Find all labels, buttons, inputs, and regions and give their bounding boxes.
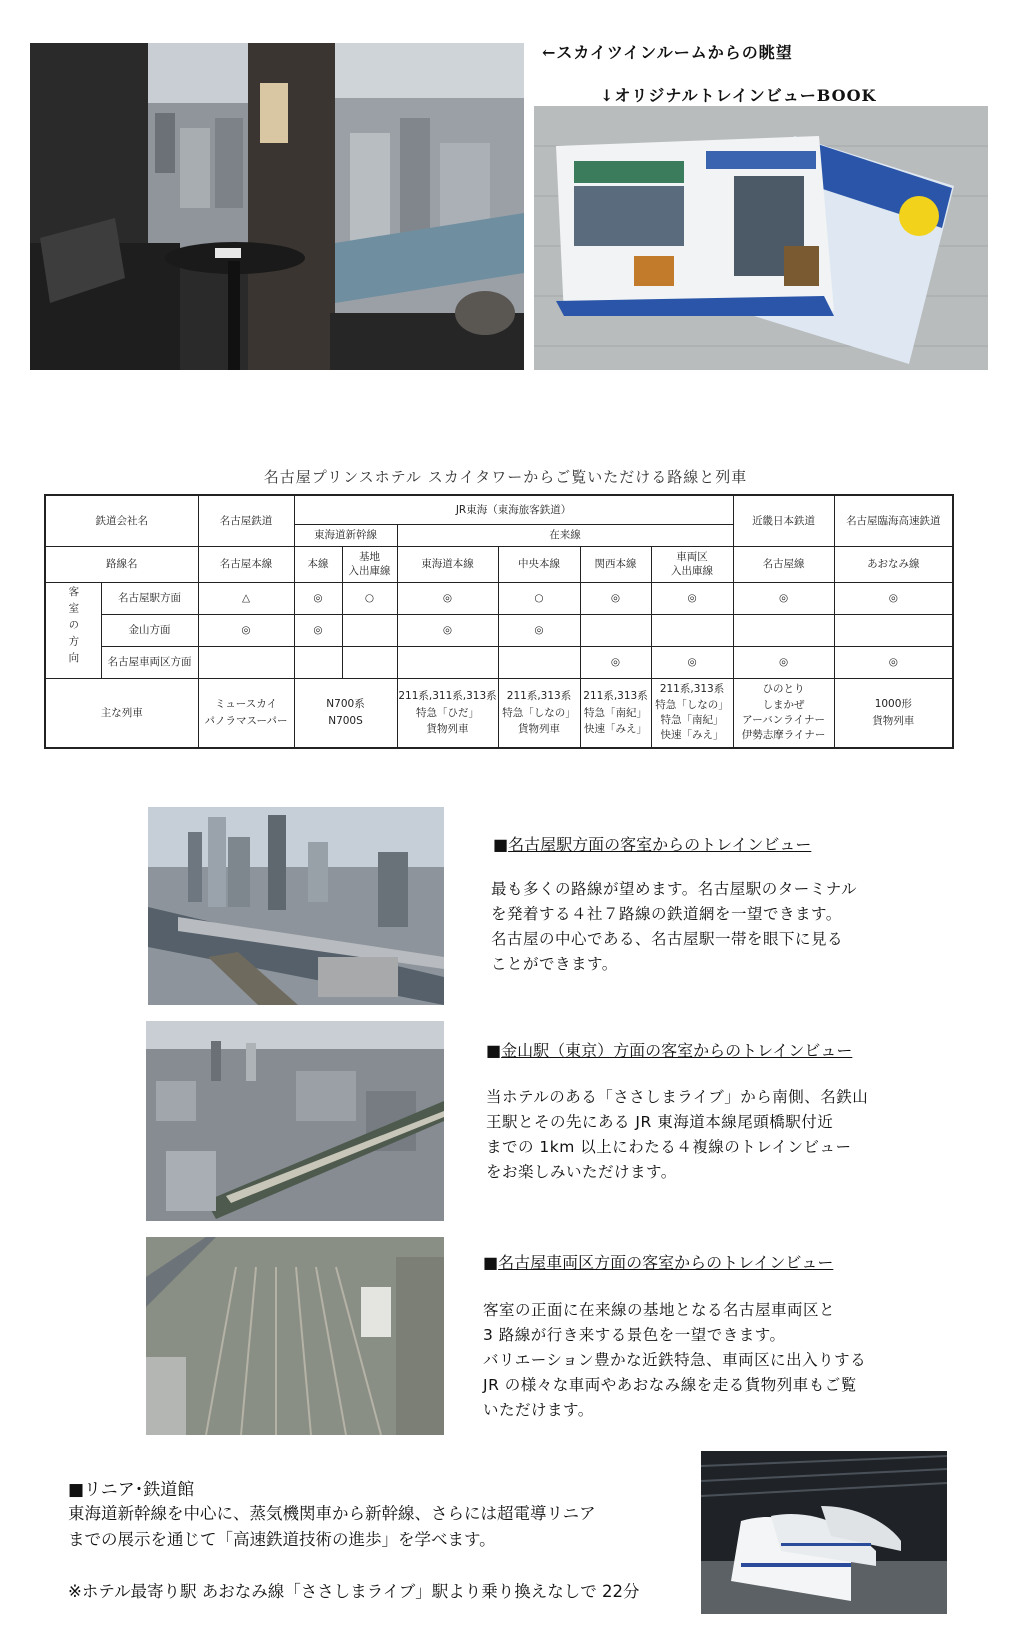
- train-name: 貨物列車: [426, 722, 469, 735]
- mark: ◎: [580, 582, 651, 614]
- line-name: [651, 546, 733, 582]
- company-aonami: 名古屋臨海高速鉄道: [834, 495, 953, 546]
- train-name: 211系,313系: [506, 690, 572, 703]
- company-meitetsu: 名古屋鉄道: [198, 495, 294, 546]
- direction-row-label: 名古屋車両区方面: [101, 646, 198, 678]
- mark: [342, 614, 397, 646]
- section2-heading-prefix: ■: [486, 1041, 502, 1060]
- train-name: しまかぜ: [762, 698, 805, 711]
- section1-line: を発着する４社７路線の鉄道網を一望できます。: [491, 905, 842, 923]
- train-name: 貨物列車: [872, 714, 915, 727]
- train-name: 211系,311系,313系: [398, 690, 497, 703]
- section2-heading: [486, 1038, 852, 1061]
- mark: ◎: [580, 646, 651, 678]
- train-name: 特急「しなの」: [655, 698, 729, 711]
- section3-heading-prefix: ■: [483, 1253, 499, 1272]
- mark: ◎: [294, 614, 342, 646]
- mark: [294, 646, 342, 678]
- company-jr-central: JR東海（東海旅客鉄道）: [294, 495, 733, 524]
- line-header: 路線名: [45, 546, 198, 582]
- mark: [834, 614, 953, 646]
- museum-body: [68, 1501, 596, 1553]
- section3-line: バリエーション豊かな近鉄特急、車両区に出入りする: [483, 1351, 867, 1369]
- section3-line: いただけます。: [483, 1401, 594, 1419]
- section1-heading: [493, 832, 811, 855]
- mark: ◎: [397, 582, 498, 614]
- mark: [342, 646, 397, 678]
- mark: ◎: [198, 614, 294, 646]
- train-view-book-photo: [534, 106, 988, 370]
- company-header: 鉄道会社名: [45, 495, 198, 546]
- section3-line: JR の様々な車両やあおなみ線を走る貨物列車もご覧: [483, 1376, 857, 1394]
- mark: ◎: [834, 646, 953, 678]
- train-name: 特急「しなの」: [502, 706, 576, 719]
- mark: ◎: [294, 582, 342, 614]
- mark: ○: [498, 582, 580, 614]
- line-name-part: 基地: [359, 550, 380, 563]
- museum-heading: ■リニア･鉄道館: [68, 1480, 195, 1500]
- line-name-part: 車両区: [676, 550, 708, 563]
- train-name: アーバンライナー: [742, 713, 825, 726]
- train-name: 特急「南紀」: [584, 706, 647, 719]
- trains-cell: [651, 678, 733, 748]
- line-name: [342, 546, 397, 582]
- subgroup-shinkansen: 東海道新幹線: [294, 524, 397, 546]
- mark: ◎: [651, 582, 733, 614]
- museum-access: ※ホテル最寄り駅 あおなみ線「ささしまライブ」駅より乗り換えなしで 22分: [68, 1582, 640, 1601]
- train-name: ひのとり: [762, 683, 805, 696]
- mark: △: [198, 582, 294, 614]
- book-caption: ↓オリジナルトレインビューBOOK: [600, 86, 877, 105]
- section2-line: までの 1km 以上にわたる４複線のトレインビュー: [486, 1138, 852, 1156]
- mark: [733, 614, 834, 646]
- depot-view-photo: [146, 1237, 444, 1435]
- mark: ○: [342, 582, 397, 614]
- room-view-caption: ←スカイツインルームからの眺望: [542, 43, 793, 62]
- nagoya-station-view-photo: [148, 807, 444, 1005]
- direction-header: [45, 582, 101, 678]
- mark: ◎: [834, 582, 953, 614]
- train-name: 快速「みえ」: [660, 728, 724, 741]
- direction-row-label: 名古屋駅方面: [101, 582, 198, 614]
- section2-line: をお楽しみいただけます。: [486, 1163, 677, 1181]
- section1-line: 名古屋の中心である、名古屋駅一帯を眼下に見る: [491, 930, 844, 948]
- line-name: 東海道本線: [397, 546, 498, 582]
- mark: ◎: [397, 614, 498, 646]
- section1-line: 最も多くの路線が望めます。名古屋駅のターミナル: [491, 880, 857, 898]
- mark: [580, 614, 651, 646]
- train-name: ミュースカイ: [215, 698, 277, 711]
- train-name: 211系,313系: [583, 690, 648, 703]
- mark: ◎: [498, 614, 580, 646]
- mark: [198, 646, 294, 678]
- trains-cell: [834, 678, 953, 748]
- section1-heading-text: 名古屋駅方面の客室からのトレインビュー: [508, 835, 812, 854]
- section3-heading: [483, 1250, 833, 1273]
- train-name: 特急「ひだ」: [416, 706, 479, 719]
- trains-cell: [198, 678, 294, 748]
- train-name: パノラマスーパー: [204, 714, 288, 727]
- direction-row-label: 金山方面: [101, 614, 198, 646]
- line-name-part: 入出庫線: [671, 565, 714, 577]
- train-name: 貨物列車: [518, 722, 560, 735]
- kanayama-view-photo: [146, 1021, 444, 1221]
- trains-cell: [397, 678, 498, 748]
- mark: ◎: [733, 582, 834, 614]
- line-name: 本線: [294, 546, 342, 582]
- mark: [651, 614, 733, 646]
- section1-body: [491, 877, 857, 977]
- train-name: N700S: [328, 714, 363, 727]
- section1-line: ことができます。: [491, 955, 618, 973]
- section3-body: [483, 1298, 866, 1423]
- room-view-photo: [30, 43, 524, 370]
- section3-line: 客室の正面に在来線の基地となる名古屋車両区と: [483, 1301, 836, 1319]
- train-name: 快速「みえ」: [584, 722, 647, 735]
- section1-heading-prefix: ■: [493, 835, 509, 854]
- trains-cell: [498, 678, 580, 748]
- section2-body: [486, 1085, 868, 1185]
- section3-heading-text: 名古屋車両区方面の客室からのトレインビュー: [498, 1253, 834, 1272]
- subgroup-conventional: 在来線: [397, 524, 733, 546]
- section3-line: 3 路線が行き来する景色を一望できます。: [483, 1326, 786, 1344]
- trains-cell: [294, 678, 397, 748]
- line-name: 名古屋本線: [198, 546, 294, 582]
- train-name: N700系: [326, 698, 365, 711]
- train-name: 1000形: [874, 698, 912, 711]
- mark: ◎: [733, 646, 834, 678]
- railway-museum-photo: [701, 1451, 947, 1614]
- route-table-title: 名古屋プリンスホテル スカイタワーからご覧いただける路線と列車: [263, 468, 748, 486]
- mark: ◎: [651, 646, 733, 678]
- train-name: 伊勢志摩ライナー: [741, 728, 826, 741]
- direction-header-text: 客室の方向: [67, 586, 80, 669]
- section2-heading-text: 金山駅（東京）方面の客室からのトレインビュー: [501, 1041, 853, 1060]
- route-table: [44, 494, 954, 749]
- section2-line: 当ホテルのある「ささしまライブ」から南側、名鉄山: [486, 1088, 869, 1106]
- line-name: 中央本線: [498, 546, 580, 582]
- line-name: 名古屋線: [733, 546, 834, 582]
- museum-line: までの展示を通じて「高速鉄道技術の進歩」を学べます。: [68, 1530, 496, 1549]
- train-name: 特急「南紀」: [660, 713, 724, 726]
- mark: [498, 646, 580, 678]
- train-name: 211系,313系: [659, 683, 725, 696]
- line-name-part: 入出庫線: [348, 565, 391, 577]
- museum-line: 東海道新幹線を中心に、蒸気機関車から新幹線、さらには超電導リニア: [68, 1504, 596, 1523]
- trains-cell: [733, 678, 834, 748]
- company-kintetsu: 近畿日本鉄道: [733, 495, 834, 546]
- line-name: あおなみ線: [834, 546, 953, 582]
- section2-line: 王駅とその先にある JR 東海道本線尾頭橋駅付近: [486, 1113, 834, 1131]
- mark: [397, 646, 498, 678]
- trains-header: 主な列車: [45, 678, 198, 748]
- line-name: 関西本線: [580, 546, 651, 582]
- trains-cell: [580, 678, 651, 748]
